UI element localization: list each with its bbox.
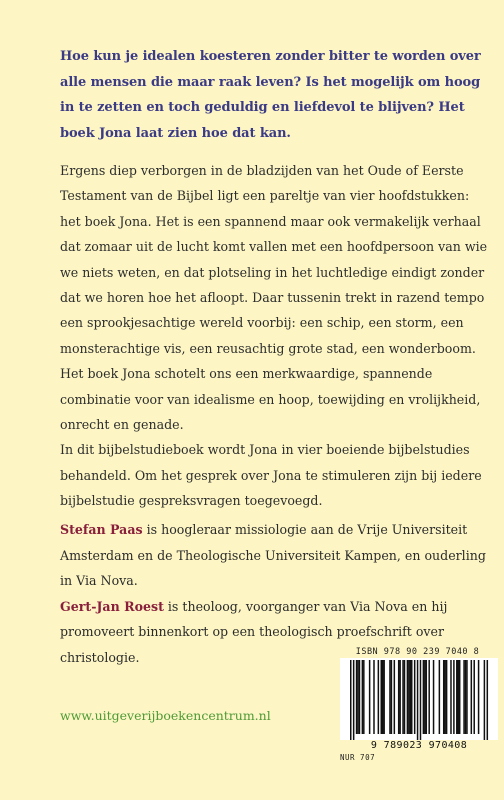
barcode-bar bbox=[424, 660, 426, 734]
barcode-bar bbox=[399, 660, 401, 734]
barcode-bar bbox=[428, 660, 430, 734]
barcode-bar bbox=[391, 660, 393, 734]
barcode-bar bbox=[414, 660, 416, 734]
barcode-bar bbox=[411, 660, 413, 734]
author-bio-text-2: is theoloog, voorganger van Via Nova en hij promoveert binnenkort op een theologisch proefschrift over christologie. bbox=[60, 598, 448, 665]
barcode-bar bbox=[473, 660, 475, 734]
publisher-website-link[interactable]: www.uitgeverijboekencentrum.nl bbox=[60, 708, 271, 723]
barcode-bar bbox=[463, 660, 465, 734]
barcode-bar bbox=[357, 660, 359, 734]
barcode-bar bbox=[389, 660, 391, 734]
description-paragraph-2: In dit bijbelstudieboek wordt Jona in vier boeiende bijbelstudies behandeld. Om het gesprek over Jona te stimuleren zijn bij iedere bijbelstudie gespreksvragen toegevoegd. bbox=[60, 442, 482, 509]
barcode-bar bbox=[410, 660, 412, 734]
barcode-bar bbox=[398, 660, 400, 734]
intro-blurb: Hoe kun je idealen koesteren zonder bitter te worden over alle mensen die maar raak leven? Is het mogelijk om hoog in te zetten en toch geduldig en liefdevol te blijven? Het boek Jona laat zien hoe dat kan. bbox=[60, 49, 481, 141]
barcode-bar bbox=[487, 660, 489, 740]
barcode-bar bbox=[453, 660, 455, 734]
barcode-bars bbox=[340, 658, 498, 740]
barcode-bar bbox=[417, 660, 419, 740]
isbn-barcode bbox=[340, 658, 498, 740]
barcode-bar bbox=[459, 660, 461, 734]
barcode-bar bbox=[408, 660, 410, 734]
barcode-bar bbox=[466, 660, 468, 734]
barcode-bar bbox=[378, 660, 380, 734]
description bbox=[60, 158, 490, 514]
barcode-bar bbox=[450, 660, 452, 734]
author-name-2: Gert-Jan Roest bbox=[60, 598, 164, 614]
barcode-bar bbox=[359, 660, 361, 734]
barcode-bar bbox=[420, 660, 422, 740]
barcode-bar bbox=[426, 660, 428, 734]
barcode-bar bbox=[382, 660, 384, 734]
barcode-bar bbox=[402, 660, 404, 734]
barcode-bar bbox=[456, 660, 458, 734]
barcode-bar bbox=[457, 660, 459, 734]
barcode-bar bbox=[363, 660, 365, 734]
author-bio-text-1: is hoogleraar missiologie aan de Vrije Universiteit Amsterdam en de Theologische Universiteit Kampen, en ouderling in Via Nova. bbox=[60, 522, 486, 588]
barcode-bar bbox=[394, 660, 396, 734]
barcode-bar bbox=[444, 660, 446, 734]
barcode-bar bbox=[407, 660, 409, 734]
barcode-bar bbox=[478, 660, 480, 734]
author-name-1: Stefan Paas bbox=[60, 522, 143, 537]
barcode-bar bbox=[443, 660, 445, 734]
barcode-bar bbox=[383, 660, 385, 734]
barcode-bar bbox=[423, 660, 425, 734]
barcode-bar bbox=[439, 660, 441, 734]
barcode-bar bbox=[381, 660, 383, 734]
barcode-bar bbox=[484, 660, 486, 740]
barcode-bar bbox=[369, 660, 371, 734]
description-paragraph-1: Ergens diep verborgen in de bladzijden van het Oude of Eerste Testament van de Bijbel ligt een pareltje van vier hoofdstukken: het boek Jona. Het is een spannend maar ook vermakelijk verhaal dat zomaar uit de lucht komt vallen met een hoofdpersoon van wie we niets weten, en dat plotseling in het luchtledige eindigt zonder dat we horen hoe het afloopt. Daar tussenin trekt in razend tempo een sprookjesachtige wereld voorbij: een schip, een storm, een monsterachtige vis, een reusachtig grote stad, een wonderboom. Het boek Jona schotelt ons een merkwaardige, spannende combinatie voor van idealisme en hoop, toewijding en vrolijkheid, onrecht en genade. bbox=[60, 163, 488, 433]
barcode-bar bbox=[356, 660, 358, 734]
isbn-label: ISBN 978 90 239 7040 8 bbox=[355, 647, 480, 657]
barcode-bar bbox=[471, 660, 473, 734]
barcode-bar bbox=[433, 660, 435, 734]
barcode-bar bbox=[353, 660, 355, 740]
barcode-bar bbox=[350, 660, 352, 740]
barcode-bar bbox=[404, 660, 406, 734]
ean-digits: 9 789023 970408 bbox=[370, 740, 468, 751]
barcode-bar bbox=[362, 660, 364, 734]
barcode-bar bbox=[446, 660, 448, 734]
nur-code: NUR 707 bbox=[340, 753, 376, 762]
author-bio-1 bbox=[60, 517, 500, 594]
barcode-bar bbox=[373, 660, 375, 734]
barcode-bar bbox=[465, 660, 467, 734]
